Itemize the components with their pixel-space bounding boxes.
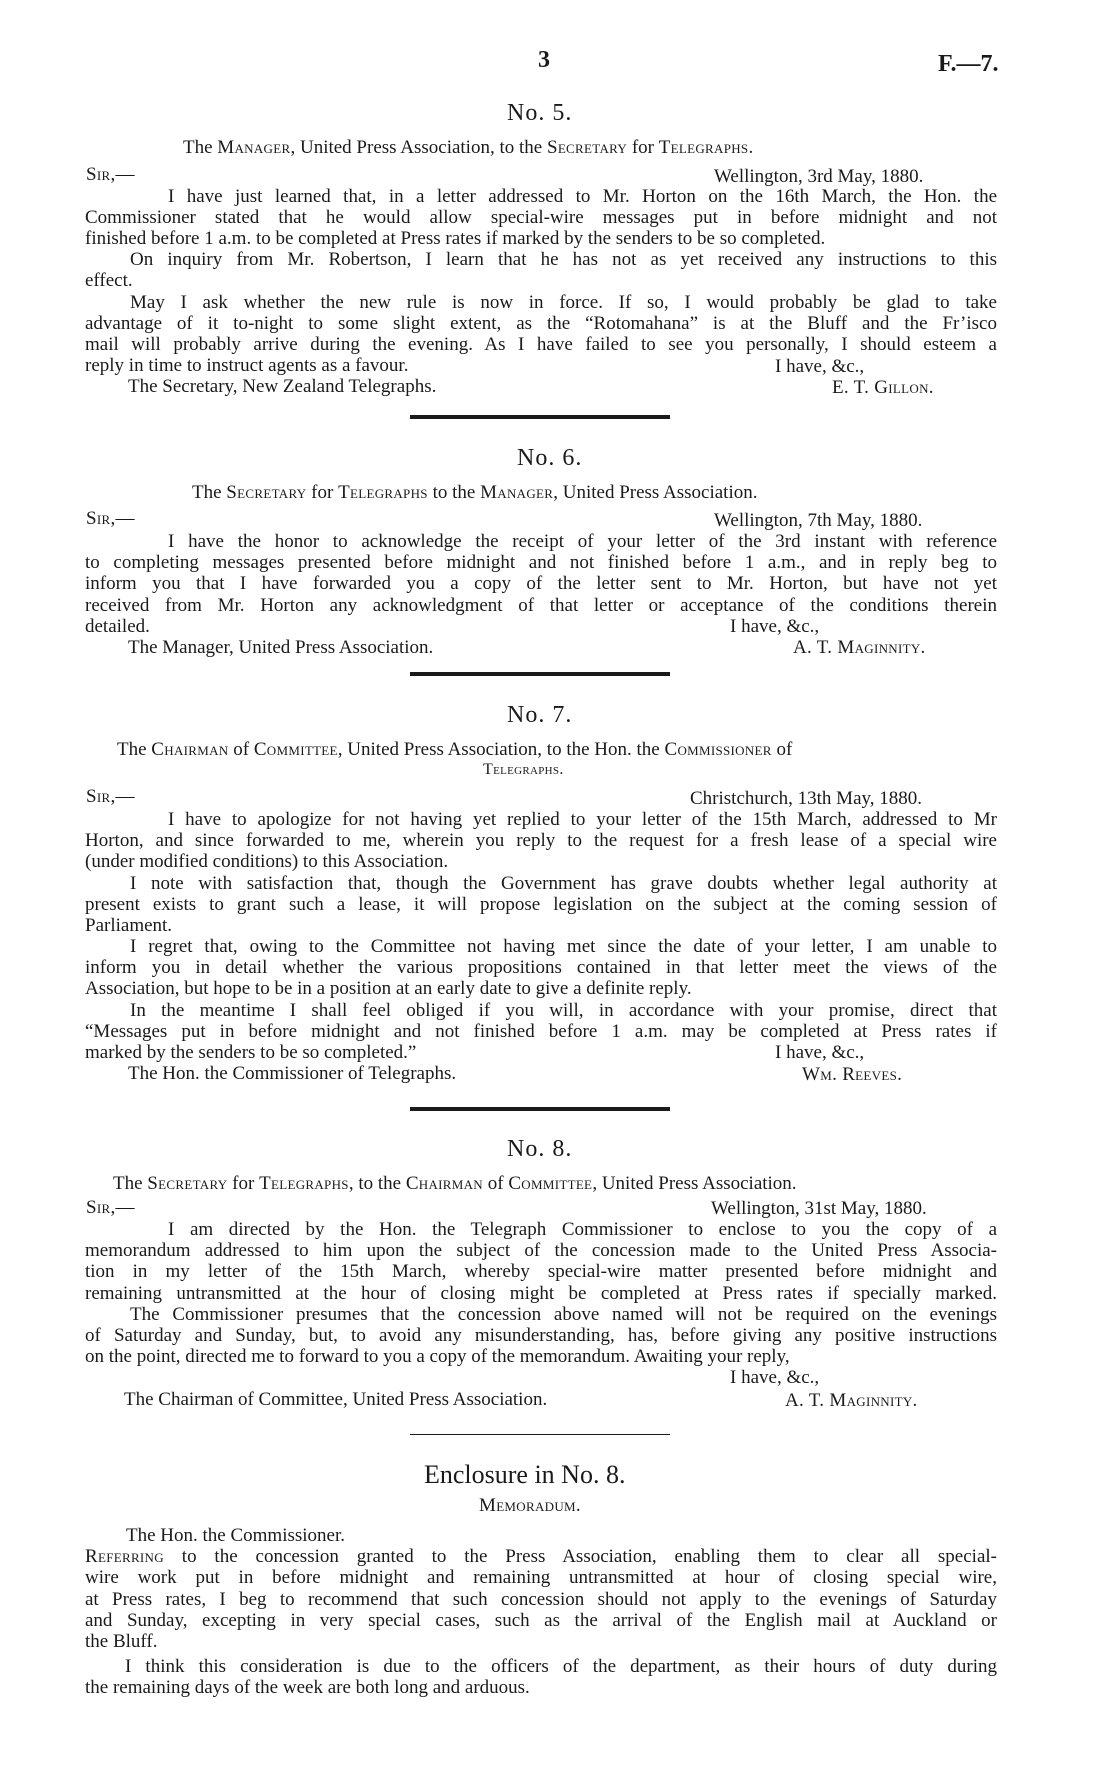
letter5-place-date: Wellington, 3rd May, 1880. xyxy=(714,166,924,187)
letter6-signature: A. T. Maginnity. xyxy=(793,637,926,658)
section-divider xyxy=(410,672,670,676)
letter6-line: received from Mr. Horton any acknowledgment of that letter or acceptance of the conditions therein xyxy=(85,595,997,616)
letter8-closing: I have, &c., xyxy=(730,1367,820,1388)
page-number: 3 xyxy=(538,47,551,73)
letter7-line: Association, but hope to be in a position at an early date to give a definite reply. xyxy=(85,978,692,999)
letter7-line: Horton, and since forwarded to me, wherein you reply to the request for a fresh lease of a special wire xyxy=(85,830,997,851)
letter8-line: I am directed by the Hon. the Telegraph Commissioner to enclose to you the copy of a xyxy=(168,1219,997,1240)
letter7-line: present exists to grant such a lease, it will propose legislation on the subject at the coming session of xyxy=(85,894,997,915)
letter6-recipient: The Manager, United Press Association. xyxy=(128,637,434,658)
document-reference: F.—7. xyxy=(938,51,999,77)
letter8-line: tion in my letter of the 15th March, whereby special-wire matter presented before midnight and xyxy=(85,1261,997,1282)
letter7-line: I note with satisfaction that, though the Government has grave doubts whether legal authority at xyxy=(130,873,997,894)
letter8-salutation: Sir,— xyxy=(86,1197,135,1218)
letter7-recipient: The Hon. the Commissioner of Telegraphs. xyxy=(128,1063,457,1084)
letter8-recipient: The Chairman of Committee, United Press Association. xyxy=(124,1389,548,1410)
letter5-line: effect. xyxy=(85,270,133,291)
letter6-closing: I have, &c., xyxy=(730,616,820,637)
letter7-heading: No. 7. xyxy=(507,702,573,728)
enclosure-line: and Sunday, excepting in very special cases, such as the arrival of the English mail at Auckland or xyxy=(85,1610,997,1631)
letter8-subtitle: The Secretary for Telegraphs, to the Chairman of Committee, United Press Association. xyxy=(113,1173,797,1194)
letter5-line: May I ask whether the new rule is now in force. If so, I would probably be glad to take xyxy=(130,292,997,313)
letter7-salutation: Sir,— xyxy=(86,786,135,807)
letter7-line: I regret that, owing to the Committee not having met since the date of your letter, I am unable to xyxy=(130,936,997,957)
letter5-signature: E. T. Gillon. xyxy=(832,377,934,398)
letter6-line: inform you that I have forwarded you a copy of the letter sent to Mr. Horton, but have not yet xyxy=(85,573,997,594)
enclosure-line: I think this consideration is due to the officers of the department, as their hours of duty during xyxy=(125,1656,997,1677)
enclosure-first-word: Referring xyxy=(85,1546,164,1567)
letter7-closing: I have, &c., xyxy=(775,1042,865,1063)
letter5-recipient: The Secretary, New Zealand Telegraphs. xyxy=(128,376,437,397)
letter5-line: Commissioner stated that he would allow special-wire messages put in before midnight and not xyxy=(85,207,997,228)
enclosure-line: at Press rates, I beg to recommend that such concession should not apply to the evenings of Saturday xyxy=(85,1589,997,1610)
letter5-closing: I have, &c., xyxy=(775,356,865,377)
letter6-line: to completing messages presented before midnight and not finished before 1 a.m., and in reply beg to xyxy=(85,552,997,573)
letter5-line: mail will probably arrive during the evening. As I have failed to see you personally, I should esteem a xyxy=(85,334,997,355)
letter7-line: “Messages put in before midnight and not finished before 1 a.m. may be completed at Press rates if xyxy=(85,1021,997,1042)
letter6-place-date: Wellington, 7th May, 1880. xyxy=(714,510,923,531)
enclosure-heading: Enclosure in No. 8. xyxy=(424,1460,626,1489)
letter7-subtitle: The Chairman of Committee, United Press Association, to the Hon. the Commissioner of xyxy=(117,739,793,760)
letter6-heading: No. 6. xyxy=(517,445,583,471)
enclosure-line-first: Referring to the concession granted to the Press Association, enabling them to clear all special- xyxy=(85,1546,997,1567)
letter5-heading: No. 5. xyxy=(507,100,573,126)
letter5-salutation: Sir,— xyxy=(86,164,135,185)
letter6-line: I have the honor to acknowledge the receipt of your letter of the 3rd instant with reference xyxy=(168,531,997,552)
letter7-line: inform you in detail whether the various propositions contained in that letter meet the views of the xyxy=(85,957,997,978)
letter8-line: of Saturday and Sunday, but, to avoid any misunderstanding, has, before giving any positive instructions xyxy=(85,1325,997,1346)
letter6-salutation: Sir,— xyxy=(86,508,135,529)
letter8-signature: A. T. Maginnity. xyxy=(785,1390,918,1411)
letter5-subtitle: The Manager, United Press Association, to the Secretary for Telegraphs. xyxy=(183,137,754,158)
letter8-line: on the point, directed me to forward to you a copy of the memorandum. Awaiting your reply, xyxy=(85,1346,790,1367)
letter6-subtitle: The Secretary for Telegraphs to the Manager, United Press Association. xyxy=(192,482,758,503)
enclosure-addressee: The Hon. the Commissioner. xyxy=(126,1525,346,1546)
letter7-subtitle-continued: Telegraphs. xyxy=(483,761,564,778)
letter7-line: I have to apologize for not having yet replied to your letter of the 15th March, addressed to Mr xyxy=(168,809,997,830)
section-divider xyxy=(410,1434,670,1435)
section-divider xyxy=(410,415,670,419)
enclosure-subheading: Memoradum. xyxy=(479,1495,581,1516)
letter5-line: reply in time to instruct agents as a favour. xyxy=(85,355,409,376)
enclosure-line: wire work put in before midnight and remaining untransmitted at hour of closing special wire, xyxy=(85,1567,997,1588)
letter8-place-date: Wellington, 31st May, 1880. xyxy=(711,1198,927,1219)
section-divider xyxy=(410,1107,670,1111)
letter8-line: remaining untransmitted at the hour of closing might be completed at Press rates if specially marked. xyxy=(85,1283,997,1304)
letter7-signature: Wm. Reeves. xyxy=(802,1064,903,1085)
letter5-line: advantage of it to-night to some slight extent, as the “Rotomahana” is at the Bluff and the Fr’isco xyxy=(85,313,997,334)
letter6-line: detailed. xyxy=(85,616,150,637)
letter8-line: The Commissioner presumes that the concession above named will not be required on the evenings xyxy=(130,1304,997,1325)
letter5-line: finished before 1 a.m. to be completed at Press rates if marked by the senders to be so completed. xyxy=(85,228,826,249)
letter8-line: memorandum addressed to him upon the subject of the concession made to the United Press Associa- xyxy=(85,1240,997,1261)
letter5-line: I have just learned that, in a letter addressed to Mr. Horton on the 16th March, the Hon. the xyxy=(168,186,997,207)
letter5-line: On inquiry from Mr. Robertson, I learn that he has not as yet received any instructions to this xyxy=(130,249,997,270)
letter7-place-date: Christchurch, 13th May, 1880. xyxy=(690,788,923,809)
letter8-heading: No. 8. xyxy=(507,1136,573,1162)
enclosure-line: the remaining days of the week are both long and arduous. xyxy=(85,1677,530,1698)
letter7-line: marked by the senders to be so completed.” xyxy=(85,1042,417,1063)
enclosure-line: the Bluff. xyxy=(85,1631,158,1652)
letter7-line: Parliament. xyxy=(85,915,173,936)
letter7-line: In the meantime I shall feel obliged if you will, in accordance with your promise, direct that xyxy=(130,1000,997,1021)
letter7-line: (under modified conditions) to this Association. xyxy=(85,851,449,872)
